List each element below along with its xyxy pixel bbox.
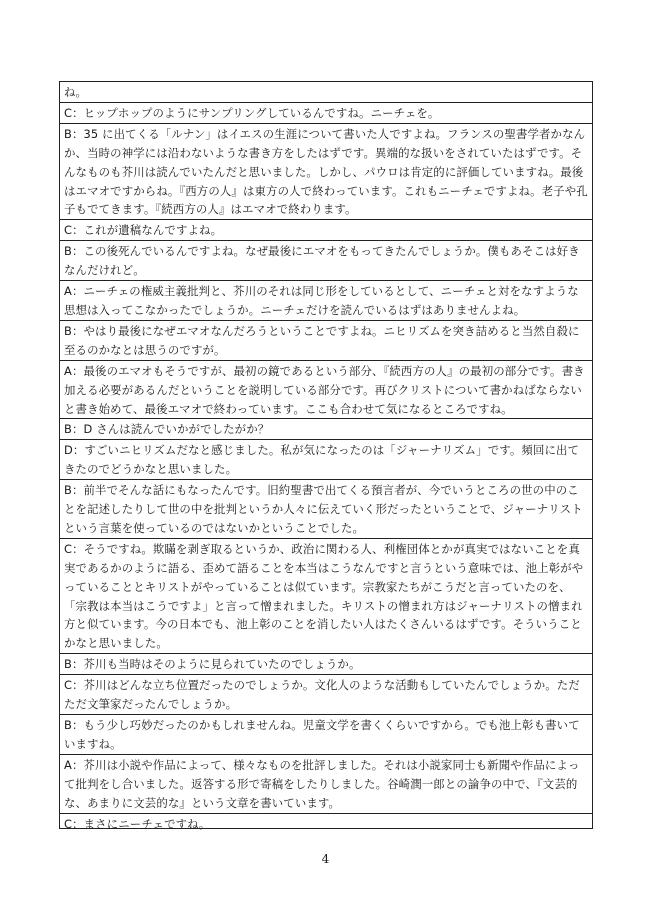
page-number: 4 xyxy=(321,852,330,866)
transcript-row: B：やはり最後になぜエマオなんだろうということですよね。ニヒリズムを突き詰めると当然自殺に至るのかなとは思うのですが。 xyxy=(60,321,592,361)
transcript-row: A：最後のエマオもそうですが、最初の鏡であるという部分、『続西方の人』の最初の部分です。書き加える必要があるんだということを説明している部分です。再びクリストについて書かねばならないと書き始めて、最後エマオで終わっています。ここも合わせて気になるところですね。 xyxy=(60,361,592,420)
transcript-row: C：まさにニーチェですね。 xyxy=(64,816,211,831)
transcript-row: C：そうですね。欺瞞を剥ぎ取るというか、政治に関わる人、利権団体とかが真実ではないことを真実であるかのように語る、歪めて語ることを本当はこうなんですと言うという意味では、池上彰がやっていることとキリストがやっていることは似ています。宗教家たちがこうだと言っていたのを、「宗教は本当はこうですよ」と言って憎まれました。キリストの憎まれ方はジャーナリストの憎まれ方と似ています。今の日本でも、池上彰のことを消したい人はたくさんいるはずです。そういうことかなと思いました。 xyxy=(60,539,592,654)
transcript-rows xyxy=(60,82,592,833)
transcript-table xyxy=(59,81,593,829)
transcript-row: B：この後死んでいるんですよね。なぜ最後にエマオをもってきたんでしょうか。僕もあそこは好きなんだけれど。 xyxy=(60,241,592,281)
transcript-row: A：芥川は小説や作品によって、様々なものを批評しました。それは小説家同士も新聞や作品によって批判をし合いました。返答する形で寄稿をしたりしました。谷崎潤一郎との論争の中で、『文芸的な、あまりに文芸的な』という文章を書いています。 xyxy=(60,755,592,814)
transcript-row: B：芥川も当時はそのように見られていたのでしょうか。 xyxy=(60,654,592,675)
transcript-row: C：ヒップホップのようにサンプリングしているんですね。ニーチェを。 xyxy=(60,103,592,124)
transcript-row: B：D さんは読んでいかがでしたがか？ xyxy=(60,419,592,440)
transcript-row: D：すごいニヒリズムだなと感じました。私が気になったのは「ジャーナリズム」です。頻回に出てきたのでどうかなと思いました。 xyxy=(60,440,592,480)
transcript-row: C：これが遺稿なんですよね。 xyxy=(60,220,592,241)
transcript-row: ね。 xyxy=(60,82,592,103)
transcript-row: B：もう少し巧妙だったのかもしれませんね。児童文学を書くくらいですから。でも池上彰も書いていますね。 xyxy=(60,715,592,755)
transcript-row: C：芥川はどんな立ち位置だったのでしょうか。文化人のような活動もしていたんでしょうか。ただただ文筆家だったんでしょうか。 xyxy=(60,675,592,715)
transcript-row: A：ニーチェの権威主義批判と、芥川のそれは同じ形をしているとして、ニーチェと対をなすような思想は入ってこなかったでしょうか。ニーチェだけを読んでいるはずはありませんよね。 xyxy=(60,281,592,321)
transcript-row: B：前半でそんな話にもなったんです。旧約聖書で出てくる預言者が、今でいうところの世の中のことを記述したりして世の中を批判というか人々に伝えていく形だったということで、ジャーナリストという言葉を使っているのではないかということでした。 xyxy=(60,480,592,539)
transcript-row: B：35 に出てくる「ルナン」はイエスの生涯について書いた人ですよね。フランスの聖書学者かなんか、当時の神学には沿わないような書き方をしたはずです。異端的な扱いをされていたはずです。そんなものも芥川は読んでいたんだと思いました。しかし、パウロは肯定的に評価していますね。最後はエマオですからね。『西方の人』は東方の人で終わっています。これもニーチェですよね。老子や孔子もでてきます。『続西方の人』はエマオで終わります。 xyxy=(60,124,592,221)
